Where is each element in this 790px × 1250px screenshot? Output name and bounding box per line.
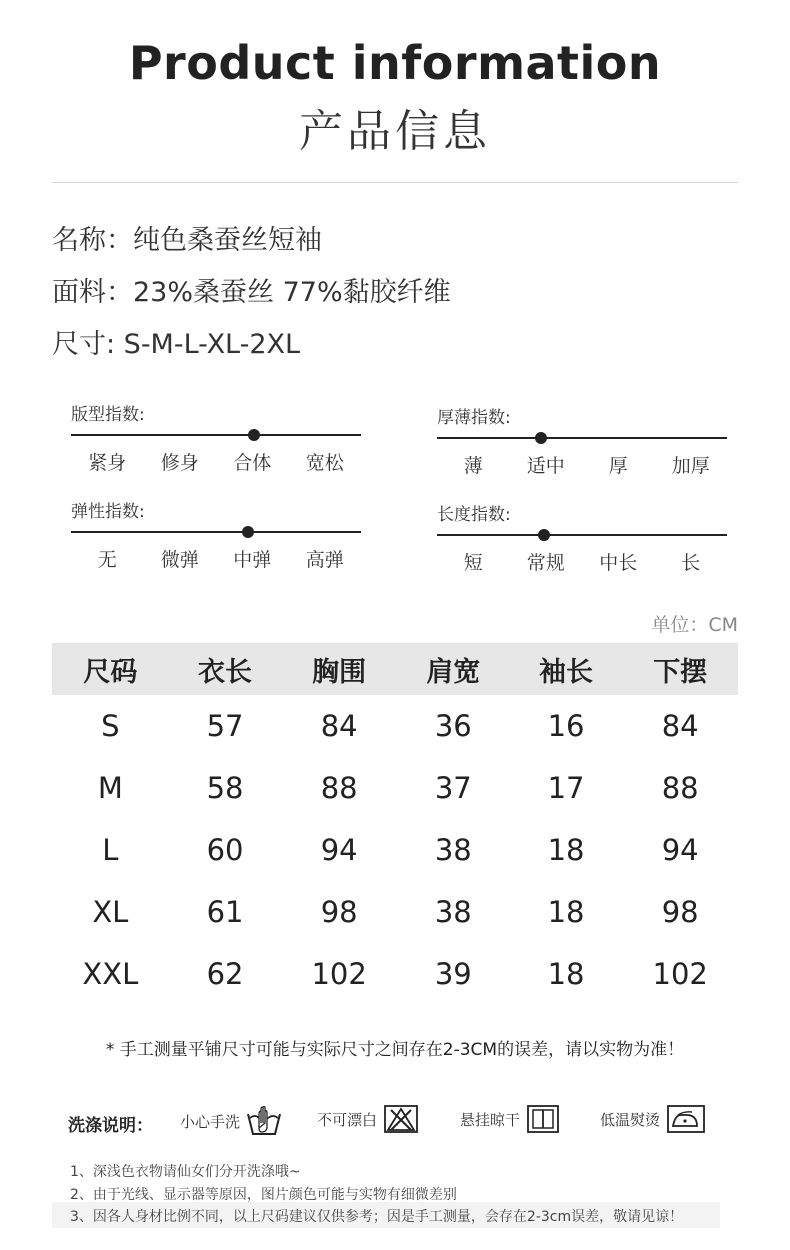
shoulder-column-header: 肩宽: [426, 656, 481, 688]
elasticity-index-line: [71, 531, 361, 533]
elasticity-index: [71, 497, 361, 571]
thickness-index-title: 厚薄指数:: [437, 408, 511, 428]
thickness-index: [437, 403, 727, 477]
size-column-header: 尺码: [83, 656, 138, 688]
table-cell: 88: [320, 771, 358, 805]
thickness-option: 薄: [463, 455, 483, 477]
fit-index-labels: [71, 448, 361, 475]
care-label: 低温熨烫: [600, 1110, 661, 1129]
product-name: 名称：纯色桑蚕丝短袖: [52, 225, 322, 256]
thickness-index-labels: [437, 451, 727, 478]
elasticity-option: 微弹: [160, 549, 199, 571]
table-cell: 18: [547, 957, 585, 991]
care-label: 不可漂白: [317, 1110, 378, 1129]
length-option: 中长: [599, 552, 638, 574]
fit-option: 修身: [160, 452, 199, 474]
length-index-line: [437, 534, 727, 536]
table-cell: 102: [652, 957, 708, 991]
fit-index-line: [71, 434, 361, 436]
measurement-note: * 手工测量平铺尺寸可能与实际尺寸之间存在2-3CM的误差，请以实物为准！: [105, 1040, 685, 1060]
table-cell: L: [102, 833, 119, 867]
care-item-low-iron: [600, 1104, 706, 1134]
care-item-no-bleach: [317, 1104, 419, 1134]
sleeve-column-header: 袖长: [539, 656, 594, 688]
fine-print-line: 3、因各人身材比例不同，以上尺码建议仅供参考；因是手工测量，会存在2-3cm误差，敬请见谅！: [70, 1209, 684, 1225]
table-cell: 62: [206, 957, 244, 991]
table-cell: 84: [661, 709, 699, 743]
table-cell: 17: [547, 771, 585, 805]
table-row: [52, 943, 738, 1005]
table-cell: 60: [206, 833, 244, 867]
thickness-option: 厚: [608, 455, 628, 477]
length-index-title: 长度指数:: [437, 505, 511, 525]
table-cell: 38: [434, 833, 472, 867]
elasticity-option: 高弹: [305, 549, 344, 571]
table-cell: 94: [320, 833, 358, 867]
care-title: 洗涤说明：: [68, 1116, 153, 1136]
table-cell: 57: [206, 709, 244, 743]
length-option: 长: [681, 552, 701, 574]
length-option: 短: [463, 552, 483, 574]
fit-index: [71, 400, 361, 474]
product-fabric: 面料：23%桑蚕丝 77%黏胶纤维: [52, 277, 451, 308]
table-cell: 18: [547, 895, 585, 929]
table-row: [52, 695, 738, 757]
care-label: 悬挂晾干: [460, 1110, 521, 1129]
elasticity-index-marker: [242, 526, 254, 538]
table-row: [52, 881, 738, 943]
hem-column-header: 下摆: [653, 656, 708, 688]
title-divider: [52, 182, 738, 183]
table-cell: 94: [661, 833, 699, 867]
table-cell: 98: [320, 895, 358, 929]
length-column-header: 衣长: [198, 656, 253, 688]
table-cell: 58: [206, 771, 244, 805]
table-cell: 18: [547, 833, 585, 867]
length-index-marker: [538, 529, 550, 541]
table-cell: XL: [92, 895, 129, 929]
page-title-en: Product information: [128, 36, 662, 90]
care-item-hand-wash: [180, 1104, 282, 1138]
fine-print-line: 1、深浅色衣物请仙女们分开洗涤哦~: [70, 1164, 301, 1180]
no-bleach-icon: [383, 1104, 419, 1134]
elasticity-index-labels: [71, 545, 361, 572]
fine-print-line: 2、由于光线、显示器等原因，图片颜色可能与实物有细微差别: [70, 1187, 457, 1203]
elasticity-index-title: 弹性指数:: [71, 502, 145, 522]
length-index: [437, 500, 727, 574]
thickness-index-marker: [535, 432, 547, 444]
length-index-labels: [437, 548, 727, 575]
thickness-option: 适中: [526, 455, 565, 477]
table-cell: 38: [434, 895, 472, 929]
fit-option: 宽松: [305, 452, 344, 474]
table-cell: 39: [434, 957, 472, 991]
page-title-cn: 产品信息: [299, 106, 491, 157]
product-size-range: 尺寸: S-M-L-XL-2XL: [52, 329, 301, 360]
size-table-header-row: [52, 643, 738, 695]
table-cell: 16: [547, 709, 585, 743]
size-table: [52, 643, 738, 1005]
table-cell: M: [97, 771, 123, 805]
length-option: 常规: [526, 552, 565, 574]
line-dry-icon: [526, 1104, 560, 1134]
elasticity-option: 中弹: [233, 549, 272, 571]
fit-option: 紧身: [88, 452, 127, 474]
care-label: 小心手洗: [180, 1112, 241, 1131]
table-cell: 98: [661, 895, 699, 929]
table-cell: 88: [661, 771, 699, 805]
table-cell: 102: [311, 957, 367, 991]
table-cell: 36: [434, 709, 472, 743]
thickness-index-line: [437, 437, 727, 439]
low-iron-icon: [666, 1104, 706, 1134]
fit-index-marker: [248, 429, 260, 441]
table-cell: 84: [320, 709, 358, 743]
table-cell: XXL: [82, 957, 139, 991]
table-cell: 61: [206, 895, 244, 929]
chest-column-header: 胸围: [312, 656, 367, 688]
fit-index-title: 版型指数:: [71, 405, 145, 425]
elasticity-option: 无: [97, 549, 117, 571]
fit-option: 合体: [233, 452, 272, 474]
table-row: [52, 757, 738, 819]
unit-label: 单位：CM: [651, 614, 738, 636]
table-row: [52, 819, 738, 881]
table-cell: 37: [434, 771, 472, 805]
care-item-line-dry: [460, 1104, 560, 1134]
thickness-option: 加厚: [671, 455, 710, 477]
hand-wash-icon: [246, 1104, 282, 1138]
table-cell: S: [101, 709, 120, 743]
